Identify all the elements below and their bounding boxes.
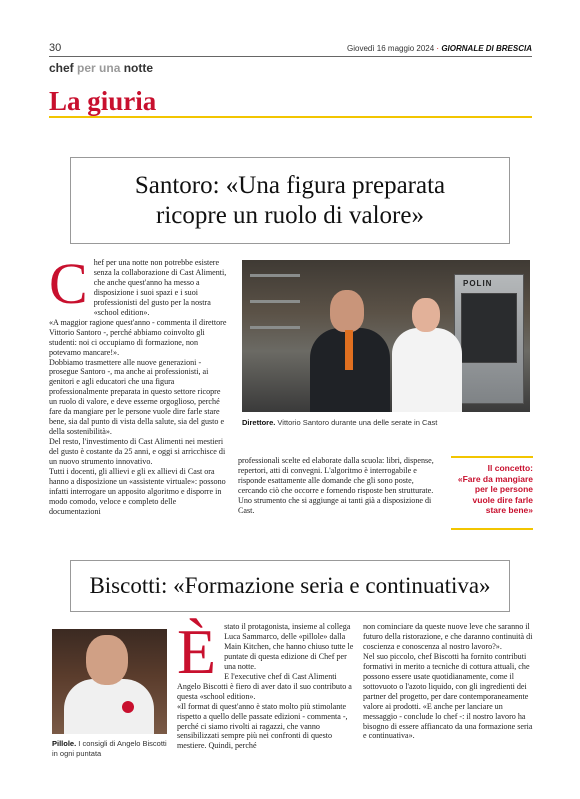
- photo-shelf: [250, 326, 300, 329]
- newspaper-name: GIORNALE DI BRESCIA: [441, 44, 532, 53]
- article1-column1: [49, 251, 227, 517]
- article1-paragraph: hef per una notte non potrebbe esistere senza la collaborazione di Cast Alimenti, che anche quest'anno ha messo a disposizione i suoi spazi e i suoi professionisti del gusto per la nostra «school edition».: [93, 258, 227, 317]
- cast-logo-icon: [122, 701, 134, 713]
- concept-quote: «Fare da mangiare per le persone vuole dire farle stare bene»: [457, 473, 533, 515]
- article2-paragraph: «Il format di quest'anno è stato molto più stimolante rispetto a quello delle passate edizioni - commenta -, perché ci siamo rivolti ai ragazzi, che vanno sensibilizzati sempre più nei confronti di questo mestiere. Quindi, perché: [177, 701, 348, 751]
- drop-cap-e: È: [177, 616, 217, 687]
- person-body: [392, 328, 462, 412]
- section-title-underline: [49, 116, 532, 118]
- photo-biscotti: [52, 629, 167, 734]
- photo-santoro: [242, 260, 530, 412]
- article2-column2: [363, 622, 533, 741]
- concept-callout: [451, 463, 533, 516]
- article1-paragraph: professionali scelte ed elaborate dalla scuola: libri, dispense, repertori, atti di convegni. L'algoritmo è interrogabile e risponde esattamente alle domande che gli sono poste, cercando ciò che occorre e fornendo risposte ben strutturate.: [238, 456, 434, 495]
- article1-paragraph: «A maggior ragione quest'anno - commenta il direttore Vittorio Santoro -, perché abbiamo coinvolto gli studenti: noi ci occupiamo di formazione, non potevamo mancare!».: [49, 317, 227, 357]
- person-head: [412, 298, 440, 332]
- headline-santoro-line1: Santoro: «Una figura preparata: [134, 171, 446, 199]
- article1-paragraph: Dobbiamo trasmettere alle nuove generazioni - prosegue Santoro -, ma anche ai professionisti, ai genitori e agli educatori che una figura professionalmente preparata in questo settore ricopre un ruolo di valore, e deve esserne orgoglioso, perché fare da mangiare per le persone vuole dire farle stare bene, sia dal punto di vista della salute, sia del gusto e della sostenibilità».: [49, 357, 225, 437]
- article2-paragraph: non cominciare da queste nuove leve che saranno il futuro della ristorazione, e che daranno continuità di coscienza e conoscenza al nostro lavoro?».: [363, 622, 533, 651]
- oven-door: [461, 293, 517, 363]
- headline-santoro-line2: ricopre un ruolo di valore»: [156, 201, 424, 229]
- section-label-chef: chef: [49, 61, 74, 75]
- headline-biscotti: Biscotti: «Formazione seria e continuativa»: [89, 573, 491, 598]
- person-head: [330, 290, 364, 332]
- concept-rule-top: [451, 456, 533, 458]
- person-tie: [345, 330, 353, 370]
- article2-column1: [177, 616, 358, 751]
- section-label: [49, 61, 153, 75]
- article1-paragraph: Uno strumento che si aggiunge ai tanti già a disposizione di Cast.: [238, 495, 432, 515]
- section-label-per-una: per una: [77, 61, 121, 75]
- photo-shelf: [250, 300, 300, 303]
- section-label-notte: notte: [123, 61, 154, 75]
- caption-text: I consigli di Angelo Biscotti in ogni puntata: [52, 739, 167, 758]
- caption-text: Vittorio Santoro durante una delle serate in Cast: [275, 418, 438, 427]
- article2-paragraph: Nel suo piccolo, chef Biscotti ha fornito contributi formativi in merito a tecniche di cottura attuali, che possono essere usate quotidianamente, come il sottovuoto o l'azoto liquido, con gli ingredienti dei partner del progetto, per dare contemporaneamente valore ai prodotti. «E anche per lanciare un messaggio - conclude lo chef -: il nostro lavoro ha bisogno di essere affiancato da una formazione seria e continuativa».: [363, 651, 533, 741]
- article1-paragraph: Del resto, l'investimento di Cast Alimenti nei mestieri del gusto è costante da 25 anni, e oggi si arricchisce di un nuovo strumento innovativo.: [49, 437, 226, 467]
- photo-caption-biscotti: [52, 739, 167, 758]
- article1-column2: [238, 456, 434, 516]
- header-rule: [49, 56, 532, 57]
- photo-person-santoro: [310, 290, 390, 412]
- article2-paragraph: stato il protagonista, insieme al collega Luca Sammarco, delle «pillole» dalla Main Kitchen, che hanno chiuso tutte le puntate di questa edizione di Chef per una notte.: [224, 622, 354, 671]
- headline-box-santoro: [70, 157, 510, 244]
- photo-shelf: [250, 274, 300, 277]
- photo-caption-santoro: [242, 418, 437, 427]
- photo-person-chef: [392, 298, 462, 412]
- person-body: [64, 679, 154, 734]
- dateline-separator: ·: [436, 44, 440, 53]
- caption-lead: Pillole.: [52, 739, 77, 748]
- drop-cap-c: C: [49, 251, 88, 316]
- headline-santoro: [135, 171, 445, 231]
- person-head: [86, 635, 128, 685]
- oven-label: POLIN: [463, 279, 493, 288]
- article1-paragraph: Tutti i docenti, gli allievi e gli ex allievi di Cast ora hanno a disposizione un «assistente virtuale»: possono infatti interrogare un apposito algoritmo e disporre in modo comodo, veloce e completo delle documentazioni: [49, 467, 226, 516]
- concept-rule-bottom: [451, 528, 533, 530]
- headline-box-biscotti: [70, 560, 510, 612]
- photo-oven: [454, 274, 524, 404]
- concept-title: Il concetto:: [487, 463, 533, 473]
- caption-lead: Direttore.: [242, 418, 276, 427]
- section-title: La giuria: [49, 86, 157, 116]
- page-number: 30: [49, 42, 62, 54]
- article2-paragraph: E l'executive chef di Cast Alimenti Angelo Biscotti è fiero di aver dato il suo contributo a questa «school edition».: [177, 671, 352, 701]
- dateline: [347, 44, 532, 53]
- date-text: Giovedì 16 maggio 2024: [347, 44, 435, 53]
